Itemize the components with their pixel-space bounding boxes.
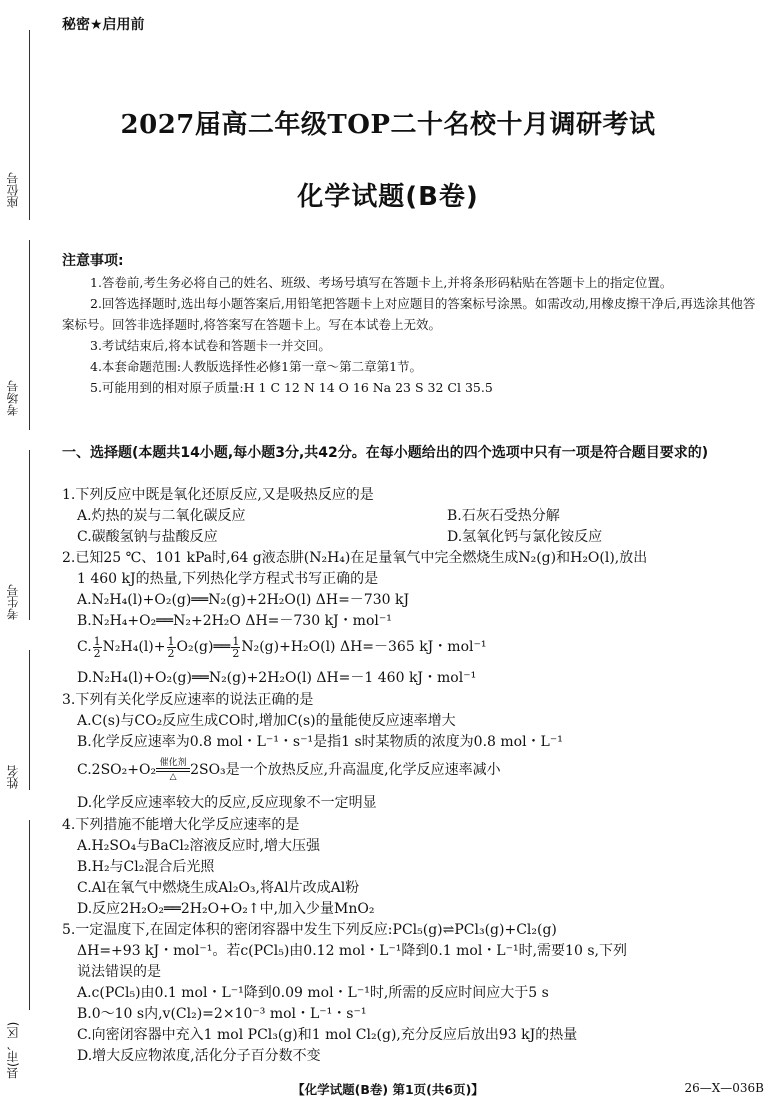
notice-heading: 注意事项: bbox=[62, 253, 124, 269]
question-5-stem: 说法错误的是 bbox=[77, 964, 161, 980]
question-1-option-c: C.碳酸氢钠与盐酸反应 bbox=[77, 529, 218, 545]
student-id-label: 考生号 bbox=[6, 584, 20, 620]
county-label: 县(市、区) bbox=[6, 1021, 20, 1079]
binding-line bbox=[29, 240, 30, 430]
notice-item: 2.回答选择题时,选出每小题答案后,用铅笔把答题卡上对应题目的答案标号涂黑。如需改动,用橡皮擦干净后,再选涂其他答案标号。回答非选择题时,将答案写在答题卡上。写在本试卷上无效。 bbox=[62, 296, 756, 332]
question-1-option-d: D.氢氧化钙与氯化铵反应 bbox=[447, 529, 603, 545]
catalyst-label: 催化剂 bbox=[159, 758, 187, 768]
paper-code: 26—X—036B bbox=[684, 1081, 764, 1095]
question-5-option-b: B.0～10 s内,v(Cl₂)=2×10⁻³ mol・L⁻¹・s⁻¹ bbox=[77, 1006, 367, 1022]
question-4-stem: 4.下列措施不能增大化学反应速率的是 bbox=[62, 817, 300, 833]
question-3-option-b: B.化学反应速率为0.8 mol・L⁻¹・s⁻¹是指1 s时某物质的浓度为0.8 mol・L⁻¹ bbox=[77, 734, 563, 750]
question-4-option-a: A.H₂SO₄与BaCl₂溶液反应时,增大压强 bbox=[77, 838, 320, 854]
section-heading: 一、选择题(本题共14小题,每小题3分,共42分。在每小题给出的四个选项中只有一项是符合题目要求的) bbox=[62, 445, 709, 461]
question-1-stem: 1.下列反应中既是氧化还原反应,又是吸热反应的是 bbox=[62, 487, 374, 503]
notice-item: 5.可能用到的相对原子质量:H 1 C 12 N 14 O 16 Na 23 S 32 Cl 35.5 bbox=[90, 380, 493, 395]
binding-line bbox=[29, 650, 30, 790]
equation-part: N₂(g)+H₂O(l) ΔH=－365 kJ・mol⁻¹ bbox=[241, 639, 487, 655]
binding-line bbox=[29, 450, 30, 620]
question-2-option-c bbox=[77, 634, 486, 660]
page-footer: 【化学试题(B卷) 第1页(共6页)】 bbox=[292, 1082, 484, 1097]
fraction-denominator: 2 bbox=[232, 646, 240, 660]
question-5-option-c: C.向密闭容器中充入1 mol PCl₃(g)和1 mol Cl₂(g),充分反应后放出93 kJ的热量 bbox=[77, 1027, 578, 1043]
name-label: 姓名 bbox=[6, 765, 20, 789]
fraction-numerator: 1 bbox=[232, 634, 240, 648]
fraction-denominator: 2 bbox=[167, 646, 175, 660]
question-3-option-d: D.化学反应速率较大的反应,反应现象不一定明显 bbox=[77, 795, 377, 811]
option-letter: C. bbox=[77, 639, 92, 655]
equation-part: N₂H₄(l)+ bbox=[102, 639, 166, 655]
fraction-numerator: 1 bbox=[93, 634, 101, 648]
question-4-option-c: C.Al在氧气中燃烧生成Al₂O₃,将Al片改成Al粉 bbox=[77, 880, 360, 896]
question-4-option-b: B.H₂与Cl₂混合后光照 bbox=[77, 859, 215, 875]
question-5-stem: 5.一定温度下,在固定体积的密闭容器中发生下列反应:PCl₅(g)⇌PCl₃(g)+Cl₂(g) bbox=[62, 922, 557, 938]
fraction-denominator: 2 bbox=[93, 646, 101, 660]
question-1-option-a: A.灼热的炭与二氧化碳反应 bbox=[77, 508, 246, 524]
equation-part: 2SO₃是一个放热反应,升高温度,化学反应速率减小 bbox=[190, 762, 501, 778]
exam-room-label: 考场号 bbox=[6, 380, 20, 416]
heat-label: △ bbox=[169, 772, 177, 782]
question-2-option-b: B.N₂H₄+O₂══N₂+2H₂O ΔH=－730 kJ・mol⁻¹ bbox=[77, 613, 392, 629]
notice-list bbox=[62, 272, 762, 398]
fraction-numerator: 1 bbox=[167, 634, 175, 648]
notice-item: 1.答卷前,考生务必将自己的姓名、班级、考场号填写在答题卡上,并将条形码粘贴在答题卡上的指定位置。 bbox=[90, 275, 673, 290]
confidential-label: 秘密★启用前 bbox=[62, 17, 145, 33]
exam-title: 2027届高二年级TOP二十名校十月调研考试 bbox=[120, 110, 656, 140]
question-3-stem: 3.下列有关化学反应速率的说法正确的是 bbox=[62, 692, 314, 708]
question-3-option-a: A.C(s)与CO₂反应生成CO时,增加C(s)的量能使反应速率增大 bbox=[77, 713, 456, 729]
fraction bbox=[167, 636, 176, 659]
seat-number-label: 座位号 bbox=[6, 172, 20, 208]
question-4-option-d: D.反应2H₂O₂══2H₂O+O₂↑中,加入少量MnO₂ bbox=[77, 901, 375, 917]
question-5-option-d: D.增大反应物浓度,活化分子百分数不变 bbox=[77, 1048, 321, 1064]
question-5-stem: ΔH=+93 kJ・mol⁻¹。若c(PCl₅)由0.12 mol・L⁻¹降到0.1 mol・L⁻¹时,需要10 s,下列 bbox=[77, 943, 627, 959]
question-2-stem: 2.已知25 ℃、101 kPa时,64 g液态肼(N₂H₄)在足量氧气中完全燃烧生成N₂(g)和H₂O(l),放出 bbox=[62, 550, 648, 566]
question-2-option-a: A.N₂H₄(l)+O₂(g)══N₂(g)+2H₂O(l) ΔH=－730 kJ bbox=[77, 592, 410, 608]
question-1-option-b: B.石灰石受热分解 bbox=[447, 508, 560, 524]
notice-item: 4.本套命题范围:人教版选择性必修1第一章～第二章第1节。 bbox=[90, 359, 423, 374]
question-3-option-c bbox=[77, 756, 501, 784]
binding-line bbox=[29, 820, 30, 1010]
notice-item: 3.考试结束后,将本试卷和答题卡一并交回。 bbox=[90, 338, 331, 353]
question-5-option-a: A.c(PCl₅)由0.1 mol・L⁻¹降到0.09 mol・L⁻¹时,所需的反应时间应大于5 s bbox=[77, 985, 549, 1001]
fraction bbox=[231, 636, 240, 659]
equation-part: O₂(g)══ bbox=[176, 639, 231, 655]
equation-part: C.2SO₂+O₂ bbox=[77, 762, 157, 778]
fraction bbox=[93, 636, 102, 659]
reaction-arrow bbox=[156, 758, 190, 782]
exam-subtitle: 化学试题(B卷) bbox=[297, 182, 479, 212]
question-2-stem: 1 460 kJ的热量,下列热化学方程式书写正确的是 bbox=[77, 571, 379, 587]
question-2-option-d: D.N₂H₄(l)+O₂(g)══N₂(g)+2H₂O(l) ΔH=－1 460 kJ・mol⁻¹ bbox=[77, 670, 477, 686]
